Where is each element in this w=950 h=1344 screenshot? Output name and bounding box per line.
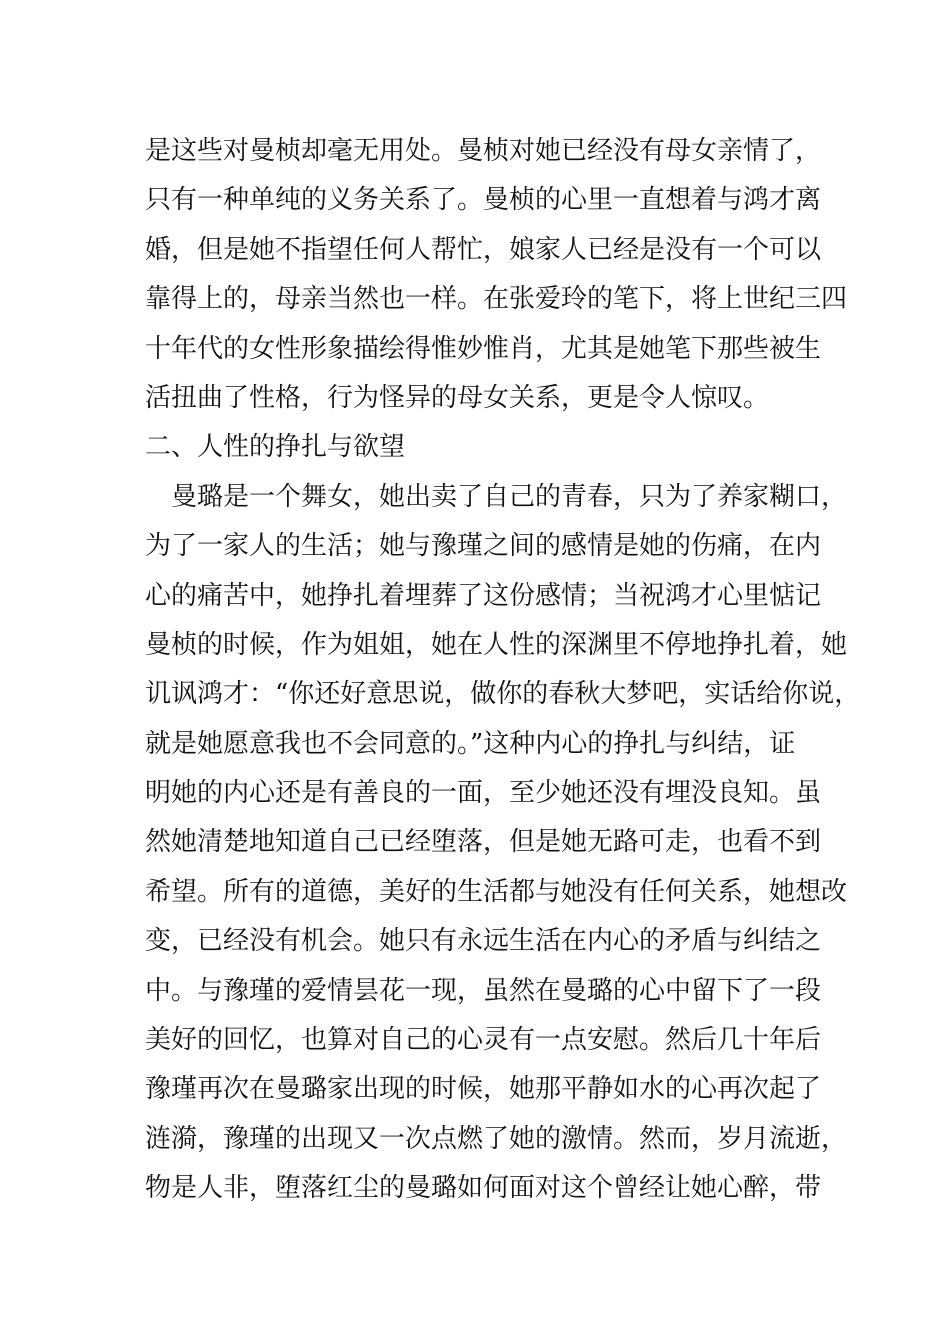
text-line: 十年代的女性形象描绘得惟妙惟肖，尤其是她笔下那些被生: [145, 333, 822, 364]
text-line: 为了一家人的生活；她与豫瑾之间的感情是她的伤痛，在内: [145, 531, 822, 562]
text-line: 是这些对曼桢却毫无用处。曼桢对她已经没有母女亲情了，: [145, 136, 822, 166]
text-line: 然她清楚地知道自己已经堕落，但是她无路可走，也看不到: [145, 827, 822, 858]
section-heading: 二、人性的挣扎与欲望: [145, 432, 406, 463]
text-line: 就是她愿意我也不会同意的。”这种内心的挣扎与纠结，证: [145, 728, 796, 759]
text-line: 美好的回忆，也算对自己的心灵有一点安慰。然后几十年后: [145, 1025, 822, 1056]
text-line: 变，已经没有机会。她只有永远生活在内心的矛盾与纠结之: [145, 926, 822, 957]
text-line: 婚，但是她不指望任何人帮忙，娘家人已经是没有一个可以: [145, 234, 822, 265]
body-text: [145, 127, 861, 1214]
text-line: 豫瑾再次在曼璐家出现的时候，她那平静如水的心再次起了: [145, 1074, 822, 1105]
text-line: 讥讽鸿才：“你还好意思说，做你的春秋大梦吧，实话给你说，: [145, 679, 861, 710]
text-line: 物是人非，堕落红尘的曼璐如何面对这个曾经让她心醉，带: [145, 1173, 822, 1204]
text-line: 涟漪，豫瑾的出现又一次点燃了她的激情。然而，岁月流逝，: [145, 1123, 848, 1154]
text-line: 曼桢的时候，作为姐姐，她在人性的深渊里不停地挣扎着，她: [145, 629, 848, 660]
text-line: 曼璐是一个舞女，她出卖了自己的青春，只为了养家糊口，: [171, 481, 848, 512]
text-line: 心的痛苦中，她挣扎着埋葬了这份感情；当祝鸿才心里惦记: [145, 580, 822, 611]
text-line: 中。与豫瑾的爱情昙花一现，虽然在曼璐的心中留下了一段: [145, 975, 822, 1006]
text-line: 只有一种单纯的义务关系了。曼桢的心里一直想着与鸿才离: [145, 185, 822, 216]
text-line: 明她的内心还是有善良的一面，至少她还没有埋没良知。虽: [145, 778, 822, 809]
text-line: 靠得上的，母亲当然也一样。在张爱玲的笔下，将上世纪三四: [145, 284, 848, 315]
text-line: 活扭曲了性格，行为怪异的母女关系，更是令人惊叹。: [145, 382, 770, 413]
text-line: 希望。所有的道德，美好的生活都与她没有任何关系，她想改: [145, 876, 848, 907]
